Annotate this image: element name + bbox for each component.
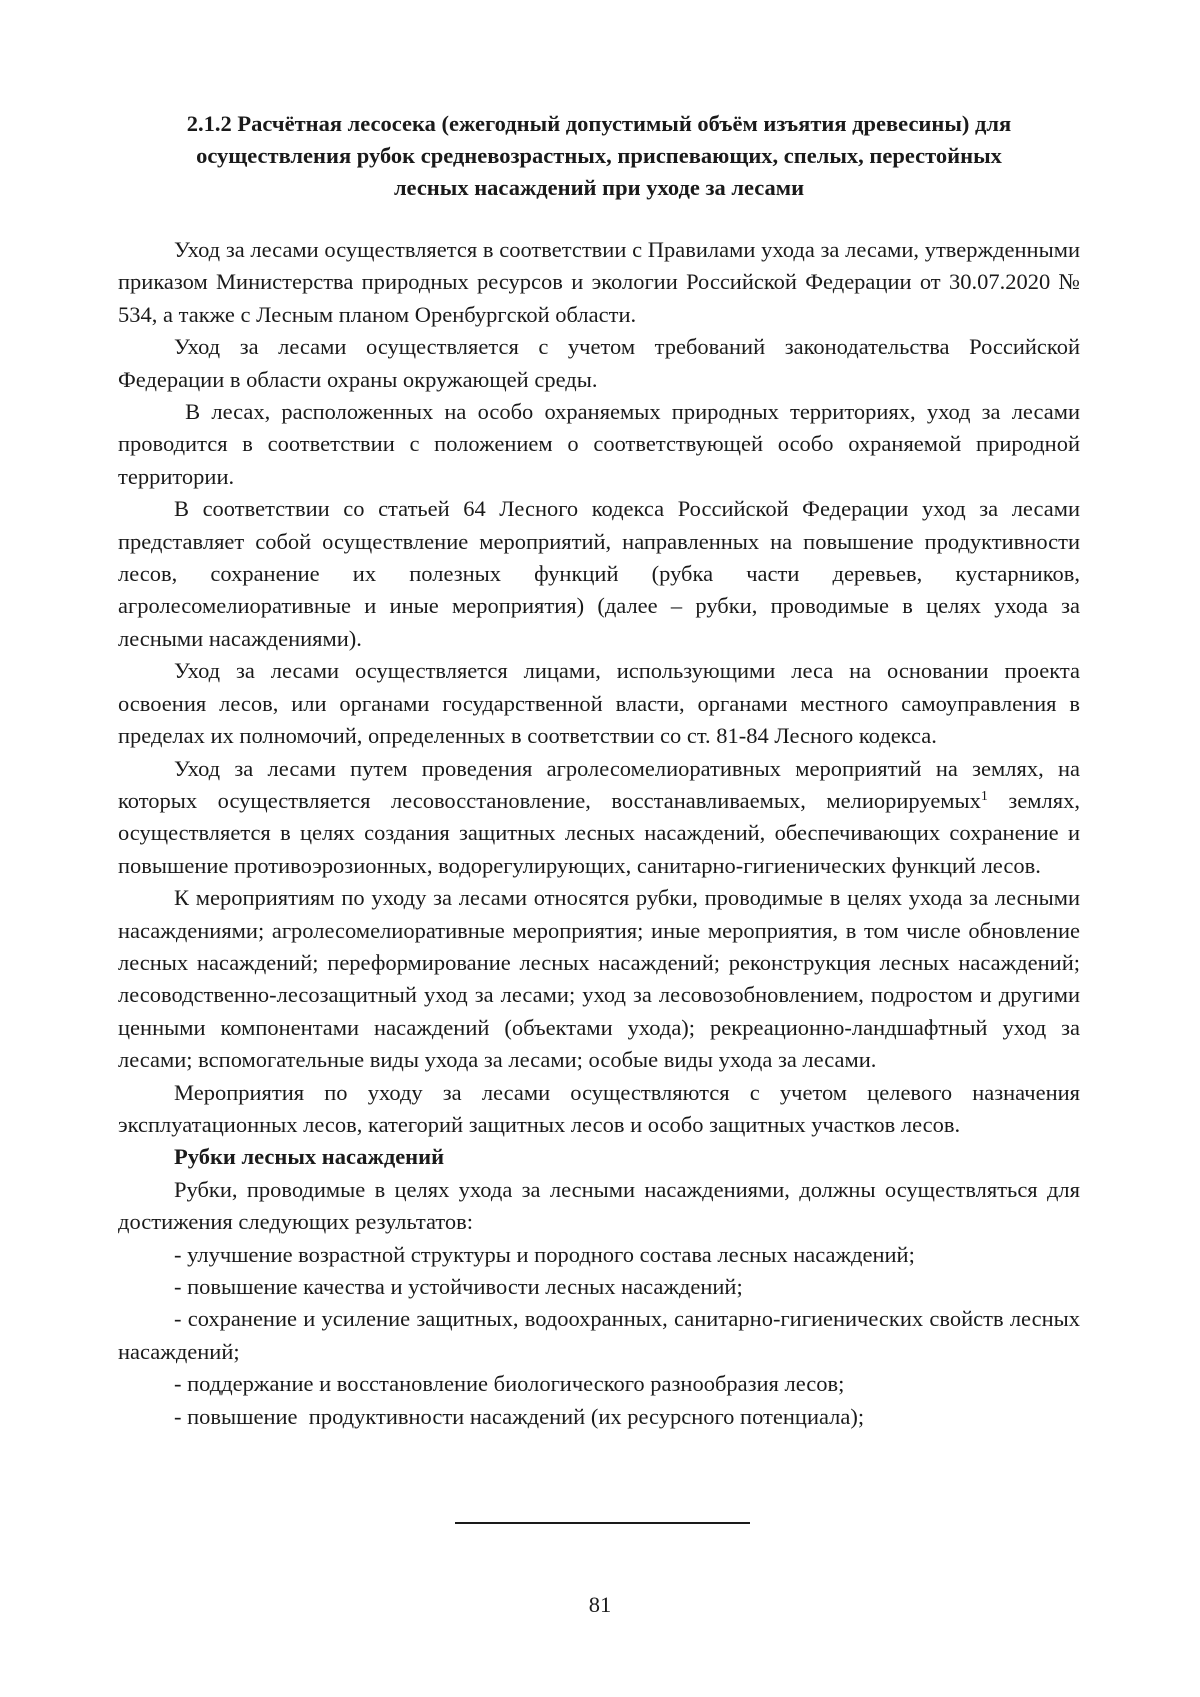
paragraph: Мероприятия по уходу за лесами осуществляются с учетом целевого назначения эксплуатационных лесов, категорий защитных лесов и особо защитных участков лесов. (118, 1079, 1080, 1137)
paragraph: Рубки, проводимые в целях ухода за лесными насаждениями, должны осуществляться для достижения следующих результатов: (118, 1176, 1080, 1235)
paragraph: К мероприятиям по уходу за лесами относятся рубки, проводимые в целях ухода за лесными насаждениями; агролесомелиоративные мероприятия; иные мероприятия, в том числе обновление лесных насаждений; переформирование лесных насаждений; реконструкция лесных насаждений; лесоводственно-лесозащитный уход за лесами; уход за лесовозобновлением, подростом и другими ценными компонентами насаждений (объектами ухода); рекреационно-ландшафтный уход за лесами; вспомогательные виды ухода за лесами; особые виды ухода за лесами. (118, 885, 1080, 1073)
list-item: - сохранение и усиление защитных, водоохранных, санитарно-гигиенических свойств лесных насаждений; (118, 1306, 1080, 1364)
paragraph: Уход за лесами осуществляется с учетом требований законодательства Российской Федерации в области охраны окружающей среды. (118, 334, 1080, 392)
list-item: - повышение продуктивности насаждений (их ресурсного потенциала); (174, 1403, 865, 1429)
paragraph: Уход за лесами осуществляется в соответствии с Правилами ухода за лесами, утвержденными приказом Министерства природных ресурсов и экологии Российской Федерации от 30.07.2020 № 534, а также с Лесным планом Оренбургской области. (118, 237, 1080, 327)
list-item: - поддержание и восстановление биологического разнообразия лесов; (174, 1371, 845, 1397)
heading-line: 2.1.2 Расчётная лесосека (ежегодный допустимый объём изъятия древесины) для (186, 111, 1012, 136)
heading-line: лесных насаждений при уходе за лесами (393, 175, 805, 200)
paragraph: В лесах, расположенных на особо охраняемых природных территориях, уход за лесами проводится в соответствии с положением о соответствующей особо охраняемой природной территории. (118, 399, 1086, 489)
paragraph-text: землях, осуществляется в целях создания защитных лесных насаждений, обеспечивающих сохранение и повышение противоэрозионных, водорегулирующих, санитарно-гигиенических функций лесов. (118, 787, 1080, 878)
document-page (118, 108, 1086, 1433)
subheading: Рубки лесных насаждений (174, 1144, 445, 1170)
paragraph: В соответствии со статьей 64 Лесного кодекса Российской Федерации уход за лесами представляет собой осуществление мероприятий, направленных на повышение продуктивности лесов, сохранение их полезных функций (рубка части деревьев, кустарников, агролесомелиоративные и иные мероприятия) (далее – рубки, проводимые в целях ухода за лесными насаждениями). (118, 496, 1080, 651)
footnote-separator (455, 1522, 750, 1524)
list-item: - улучшение возрастной структуры и породного состава лесных насаждений; (174, 1241, 915, 1267)
page-number: 81 (588, 1592, 612, 1617)
heading-line: осуществления рубок средневозрастных, приспевающих, спелых, перестойных (196, 143, 1002, 168)
paragraph: Уход за лесами осуществляется лицами, использующими леса на основании проекта освоения лесов, или органами государственной власти, органами местного самоуправления в пределах их полномочий, определенных в соответствии со ст. 81-84 Лесного кодекса. (118, 658, 1080, 749)
footnote-marker[interactable]: 1 (980, 788, 988, 804)
paragraph (118, 753, 1080, 883)
body-text (118, 234, 1086, 1433)
paragraph-text: Уход за лесами путем проведения агролесомелиоративных мероприятий на землях, на которых осуществляется лесовосстановление, восстанавливаемых, мелиорируемых (118, 755, 1080, 813)
section-heading (118, 108, 1080, 204)
list-item: - повышение качества и устойчивости лесных насаждений; (174, 1274, 743, 1299)
